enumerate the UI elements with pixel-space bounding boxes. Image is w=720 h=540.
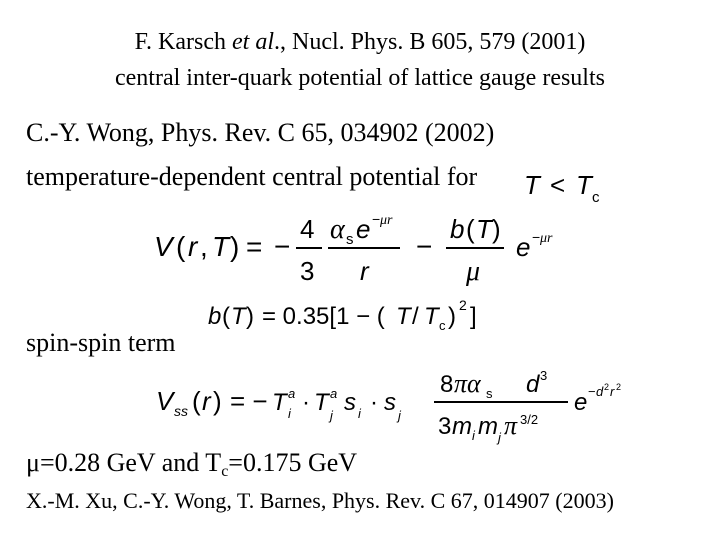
svg-text:·: · (370, 389, 378, 416)
svg-text:= 0.35[1 − (: = 0.35[1 − ( (262, 303, 385, 330)
svg-text:·: · (302, 389, 310, 416)
svg-text:j: j (330, 408, 333, 423)
reference-wong: C.-Y. Wong, Phys. Rev. C 65, 034902 (2002) (26, 118, 495, 147)
svg-text:r: r (202, 386, 211, 416)
svg-text:s: s (384, 389, 396, 416)
svg-text:i: i (472, 428, 475, 443)
parameter-values (26, 448, 357, 481)
svg-text:(: ( (176, 231, 186, 262)
svg-text:−: − (588, 384, 596, 399)
svg-text:b: b (208, 303, 222, 330)
svg-text:a: a (330, 386, 338, 401)
svg-text:e: e (356, 214, 371, 244)
svg-text:3/2: 3/2 (520, 412, 539, 427)
svg-text:πα: πα (454, 369, 481, 398)
svg-text:<: < (550, 170, 566, 200)
svg-text:T: T (476, 214, 492, 244)
svg-text:i: i (288, 406, 291, 421)
svg-text:b: b (450, 214, 465, 244)
svg-text:T: T (576, 170, 592, 200)
svg-text:): ) (492, 214, 501, 244)
parameter-tc: =0.175 GeV (228, 448, 358, 477)
svg-text:2: 2 (459, 297, 467, 313)
svg-text:]: ] (470, 303, 477, 330)
svg-text:c: c (439, 318, 446, 333)
svg-text:(: ( (466, 214, 475, 244)
svg-text:T: T (396, 303, 411, 330)
svg-text:(: ( (192, 386, 201, 416)
svg-text:T: T (424, 303, 439, 330)
svg-text:=: = (246, 231, 263, 262)
svg-text:m: m (452, 413, 472, 440)
svg-text:c: c (592, 189, 600, 206)
svg-text:V: V (156, 386, 174, 416)
svg-text:r: r (188, 231, 198, 262)
svg-text:): ) (448, 303, 456, 330)
reference-karsch-author: F. Karsch (134, 29, 233, 55)
reference-karsch-journal: ., Nucl. Phys. B 605, 579 (2001) (274, 29, 586, 55)
svg-text:3: 3 (438, 413, 452, 440)
svg-text:i: i (358, 406, 361, 421)
parameter-mu: μ=0.28 GeV and T (26, 448, 222, 477)
central-potential-formula (150, 206, 560, 288)
svg-text:): ) (246, 303, 254, 330)
svg-text:r: r (360, 256, 369, 286)
svg-text:j: j (398, 408, 401, 423)
svg-text:4: 4 (300, 214, 315, 244)
svg-text:3: 3 (300, 256, 315, 286)
svg-text:ss: ss (174, 403, 188, 419)
svg-text:T: T (272, 389, 287, 416)
string-tension-formula (204, 294, 494, 338)
svg-text:= −: = − (230, 386, 268, 416)
svg-text:d: d (596, 384, 604, 399)
svg-text:s: s (344, 389, 356, 416)
svg-text:α: α (330, 214, 345, 245)
svg-text:s: s (486, 386, 493, 401)
gaussian-factor-formula (500, 362, 680, 446)
svg-text:μr: μr (540, 231, 553, 246)
svg-text:e: e (516, 232, 531, 262)
svg-text:,: , (200, 231, 208, 262)
svg-text:2: 2 (604, 382, 610, 392)
svg-text:μ: μ (466, 256, 481, 287)
svg-text:−: − (372, 211, 381, 227)
svg-text:s: s (346, 231, 354, 248)
svg-text:T: T (524, 170, 540, 200)
svg-text:): ) (213, 386, 222, 416)
reference-xu: X.-M. Xu, C.-Y. Wong, T. Barnes, Phys. Rev. C 67, 014907 (2003) (26, 488, 614, 513)
spin-spin-formula (150, 362, 550, 446)
reference-karsch (0, 28, 720, 56)
svg-text:a: a (288, 386, 296, 401)
svg-text:μr: μr (380, 213, 393, 228)
svg-text:−: − (416, 231, 433, 262)
parameter-tc-subscript: c (221, 463, 229, 480)
svg-text:π: π (504, 411, 518, 440)
svg-text:d: d (526, 371, 540, 398)
svg-text:−: − (274, 231, 291, 262)
condition-formula (520, 162, 610, 206)
svg-text:e: e (574, 389, 588, 416)
svg-text:−: − (532, 229, 541, 245)
reference-karsch-description: central inter-quark potential of lattice gauge results (115, 65, 605, 91)
svg-text:): ) (230, 231, 240, 262)
svg-text:T: T (314, 389, 329, 416)
svg-text:r: r (610, 384, 615, 399)
svg-text:8: 8 (440, 371, 454, 398)
svg-text:T: T (231, 303, 246, 330)
svg-text:(: ( (222, 303, 230, 330)
svg-text:2: 2 (616, 382, 622, 392)
reference-karsch-etal: et al (232, 29, 275, 55)
svg-text:/: / (412, 303, 419, 330)
svg-text:3: 3 (540, 368, 548, 383)
svg-text:j: j (498, 430, 501, 445)
spin-spin-label: spin-spin term (26, 328, 176, 357)
svg-text:m: m (478, 413, 498, 440)
svg-text:V: V (154, 231, 173, 262)
svg-text:T: T (212, 231, 230, 262)
temperature-potential-label: temperature-dependent central potential for (26, 162, 478, 191)
